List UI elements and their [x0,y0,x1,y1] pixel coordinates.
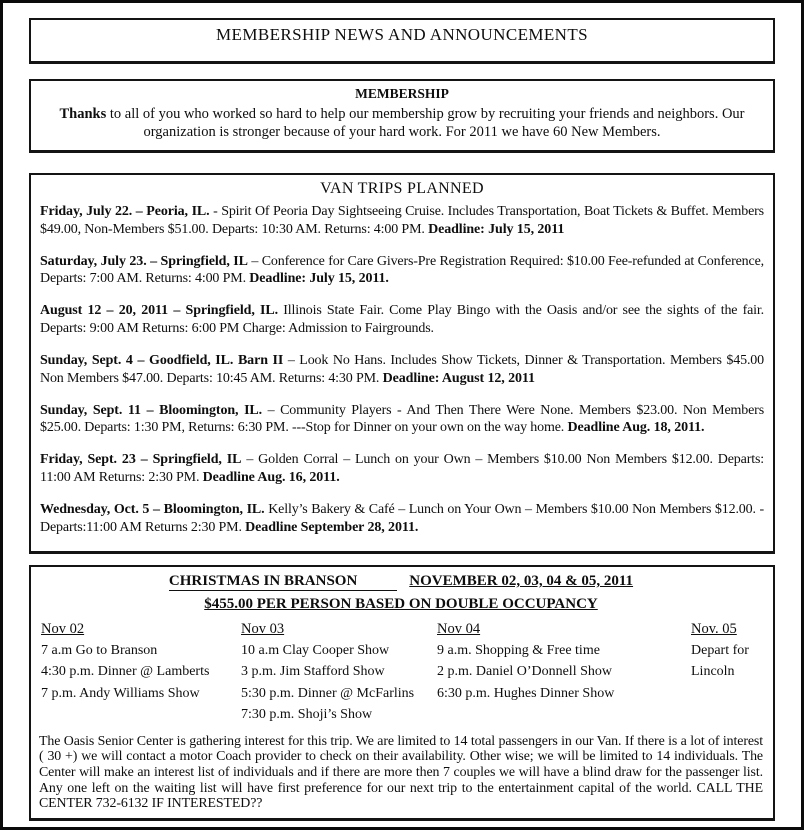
branson-dates: NOVEMBER 02, 03, 04 & 05, 2011 [409,572,634,589]
trip-lead: Saturday, July 23. – Springfield, IL [40,253,248,269]
page-title: MEMBERSHIP NEWS AND ANNOUNCEMENTS [216,24,588,44]
branson-price-line: $455.00 PER PERSON BASED ON DOUBLE OCCUPANCY [204,595,598,612]
trip-lead: Friday, July 22. – Peoria, IL. [40,204,210,219]
column-header: Nov 04 [437,620,481,637]
trip-deadline: Deadline September 28, 2011. [245,519,419,535]
itinerary-item [691,686,763,708]
branson-heading: CHRISTMAS IN BRANSON [169,573,397,591]
trip-lead: Sunday, Sept. 4 – Goodfield, IL. Barn II [40,353,284,369]
trip-body: – Community Players - And Then There Were None. Members $23.00. Non Members $25.00. Departs: 1:30 PM, Returns: 6:30 PM. ---Stop for Dinner on your own on the way home. [40,402,764,436]
itinerary-item: 6:30 p.m. Hughes Dinner Show [437,685,615,701]
trip-lead: Friday, Sept. 23 – Springfield, IL [40,452,242,468]
itinerary-item [437,707,691,729]
trip-entry-state-fair [40,302,764,337]
van-trips-heading: VAN TRIPS PLANNED [320,180,484,197]
trip-entry-community-players [40,402,764,437]
itinerary-item: 7 p.m. Andy Williams Show [41,685,200,701]
itinerary-item: 9 a.m. Shopping & Free time [437,642,600,658]
trip-body: Kelly’s Bakery & Café – Lunch on Your Own – Members $10.00 Non Members $12.00. - Departs:11:00 AM Returns 2:30 PM. [40,502,765,535]
branson-note: The Oasis Senior Center is gathering interest for this trip. We are limited to 14 total passengers in our Van. If there is a lot of interest ( 30 +) we will contact a motor Coach provider to check on their availability. Other wise; we will be limited to 14 individuals. The Center will make an interest list of individuals and if there are more then 7 couples we will have a blind draw for the passenger list. Any one left on the waiting list will have first preference for our next trip to the entertainment capital of the world. CALL THE CENTER 732-6132 IF INTERESTED?? [39,733,763,812]
trip-body: – Conference for Care Givers-Pre Registration Required: $10.00 Fee-refunded at Conference, Departs: 7:00 AM. Returns: 4:00 PM. [40,253,764,287]
branson-itinerary-table [39,621,763,729]
trip-body: – Golden Corral – Lunch on your Own – Members $10.00 Non Members $12.00. Departs: 11:00 AM Returns: 2:30 PM. [40,452,764,486]
page-title-box [29,18,775,64]
trip-entry-peoria [40,203,764,238]
trip-deadline: Deadline Aug. 16, 2011. [202,470,340,486]
itinerary-item [691,707,763,729]
itinerary-item: 7:30 p.m. Shoji’s Show [241,707,373,723]
itinerary-item: 10 a.m Clay Cooper Show [241,642,390,658]
membership-bold-lead: Thanks [59,106,107,122]
itinerary-item [41,707,241,729]
trip-deadline: Deadline: August 12, 2011 [382,370,535,386]
trip-deadline: Deadline Aug. 18, 2011. [567,420,705,436]
membership-heading: MEMBERSHIP [355,86,449,101]
branson-column-nov02 [41,621,241,729]
column-header: Nov 03 [241,620,285,637]
trip-body: - Spirit Of Peoria Day Sightseeing Cruise. Includes Transportation, Boat Tickets & Buffet. Members $49.00, Non-Members $51.00. Departs: 10:30 AM. Returns: 4:00 PM. [40,204,764,237]
itinerary-item: 2 p.m. Daniel O’Donnell Show [437,664,612,680]
trip-body: – Look No Hans. Includes Show Tickets, Dinner & Transportation. Members $45.00 Non Members $47.00. Departs: 10:45 AM. Returns: 4:30 PM. [40,353,764,386]
branson-column-nov05 [691,621,763,729]
trip-lead: Sunday, Sept. 11 – Bloomington, IL. [40,402,263,418]
membership-section [29,79,775,153]
branson-section [29,565,775,821]
column-header: Nov. 05 [691,620,737,637]
itinerary-item: Depart for [691,642,749,658]
membership-body-text: to all of you who worked so hard to help our membership grow by recruiting your friends and neighbors. Our organization is stronger because of your hard work. For 2011 we have 60 New Members. [106,106,745,140]
itinerary-item: 4:30 p.m. Dinner @ Lamberts [41,664,210,680]
trip-entry-golden-corral [40,451,764,486]
itinerary-item: 3 p.m. Jim Stafford Show [241,664,385,680]
itinerary-item: Lincoln [691,664,735,680]
trip-body: Illinois State Fair. Come Play Bingo with the Oasis and/or see the sights of the fair. Departs: 9:00 AM Returns: 6:00 PM Charge: Admission to Fairgrounds. [40,303,764,336]
trip-deadline: Deadline: July 15, 2011 [428,221,565,237]
itinerary-item: 5:30 p.m. Dinner @ McFarlins [241,685,415,701]
itinerary-item: 7 a.m Go to Branson [41,642,158,658]
trip-lead: Wednesday, Oct. 5 – Bloomington, IL. [40,502,265,518]
branson-column-nov04 [437,621,691,729]
membership-paragraph [39,106,765,141]
trip-entry-goodfield-barn [40,352,764,387]
trip-lead: August 12 – 20, 2011 – Springfield, IL. [40,303,278,319]
trip-deadline: Deadline: July 15, 2011. [249,271,389,287]
trip-entry-kellys-bakery [40,501,764,536]
van-trips-section [29,173,775,554]
column-header: Nov 02 [41,620,85,637]
branson-header-row [39,573,763,591]
branson-column-nov03 [241,621,437,729]
trip-entry-springfield-conference [40,253,764,288]
